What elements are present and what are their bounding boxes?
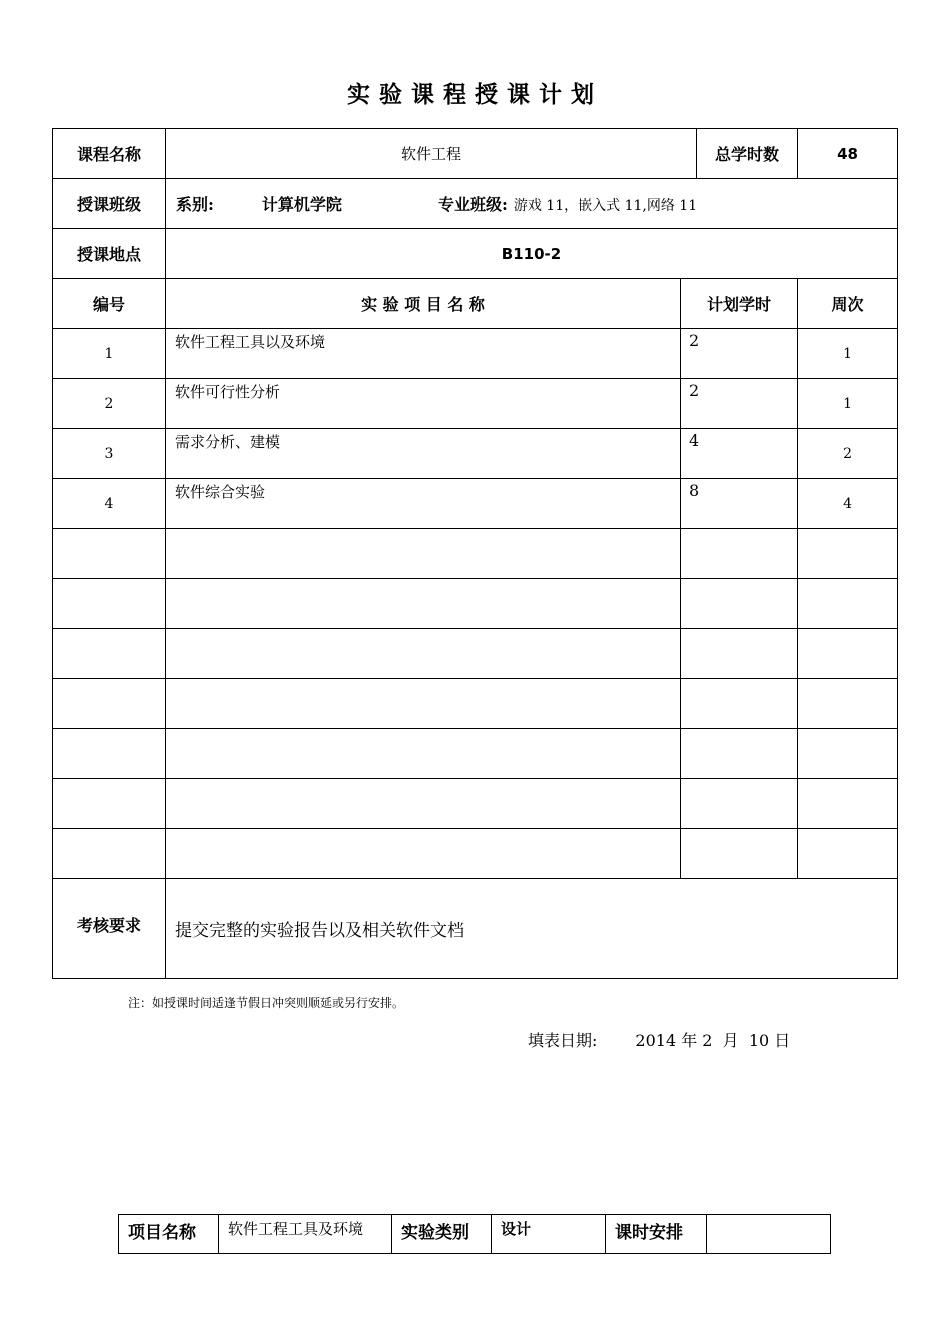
row-name bbox=[166, 629, 681, 679]
row-week bbox=[798, 729, 898, 779]
row-no: 3 bbox=[53, 429, 166, 479]
row-name: 软件工程工具以及环境 bbox=[166, 329, 681, 379]
total-hours-value: 48 bbox=[798, 129, 898, 179]
row-week: 2 bbox=[798, 429, 898, 479]
row-hours bbox=[681, 729, 798, 779]
course-row bbox=[53, 129, 898, 179]
row-hours bbox=[681, 579, 798, 629]
row-hours bbox=[681, 829, 798, 879]
row-hours: 4 bbox=[681, 429, 798, 479]
row-week bbox=[798, 679, 898, 729]
table-row bbox=[53, 579, 898, 629]
row-no bbox=[53, 829, 166, 879]
assessment-value: 提交完整的实验报告以及相关软件文档 bbox=[166, 879, 898, 979]
plan-table bbox=[52, 128, 898, 979]
major-value: 游戏 11，嵌入式 11,网络 11 bbox=[513, 198, 698, 214]
assessment-row bbox=[53, 879, 898, 979]
row-no bbox=[53, 729, 166, 779]
location-value: B110-2 bbox=[166, 229, 898, 279]
row-hours: 2 bbox=[681, 329, 798, 379]
project-schedule-label: 课时安排 bbox=[606, 1215, 707, 1254]
experiment-rows bbox=[53, 329, 898, 879]
row-name: 需求分析、建模 bbox=[166, 429, 681, 479]
row-no: 4 bbox=[53, 479, 166, 529]
row-week: 1 bbox=[798, 329, 898, 379]
row-week: 4 bbox=[798, 479, 898, 529]
fill-date bbox=[528, 1028, 790, 1051]
table-row bbox=[53, 829, 898, 879]
row-week bbox=[798, 829, 898, 879]
project-name-label: 项目名称 bbox=[119, 1215, 219, 1254]
project-row bbox=[119, 1215, 831, 1254]
row-name: 软件可行性分析 bbox=[166, 379, 681, 429]
row-hours bbox=[681, 629, 798, 679]
location-row bbox=[53, 229, 898, 279]
col-no-header: 编号 bbox=[53, 279, 166, 329]
row-no bbox=[53, 579, 166, 629]
class-info bbox=[166, 179, 898, 229]
table-row bbox=[53, 529, 898, 579]
location-label: 授课地点 bbox=[53, 229, 166, 279]
dept-label: 系别: bbox=[176, 195, 214, 214]
row-week bbox=[798, 629, 898, 679]
row-no bbox=[53, 629, 166, 679]
project-schedule-value bbox=[707, 1215, 831, 1254]
row-week bbox=[798, 579, 898, 629]
row-no: 2 bbox=[53, 379, 166, 429]
table-row bbox=[53, 429, 898, 479]
row-name bbox=[166, 779, 681, 829]
table-row bbox=[53, 329, 898, 379]
row-name bbox=[166, 829, 681, 879]
table-row bbox=[53, 379, 898, 429]
assessment-label: 考核要求 bbox=[53, 879, 166, 979]
project-type-value: 设计 bbox=[492, 1215, 606, 1254]
table-row bbox=[53, 779, 898, 829]
col-week-header: 周次 bbox=[798, 279, 898, 329]
class-row bbox=[53, 179, 898, 229]
row-hours bbox=[681, 679, 798, 729]
col-name-header: 实 验 项 目 名 称 bbox=[166, 279, 681, 329]
row-no bbox=[53, 679, 166, 729]
row-hours: 2 bbox=[681, 379, 798, 429]
table-row bbox=[53, 729, 898, 779]
row-name bbox=[166, 579, 681, 629]
major-label: 专业班级: bbox=[437, 195, 508, 214]
table-row bbox=[53, 629, 898, 679]
project-type-label: 实验类别 bbox=[392, 1215, 492, 1254]
dept-value: 计算机学院 bbox=[261, 195, 342, 214]
footnote: 注：如授课时间适逢节假日冲突则顺延或另行安排。 bbox=[128, 996, 405, 1010]
row-hours bbox=[681, 529, 798, 579]
row-week: 1 bbox=[798, 379, 898, 429]
table-row bbox=[53, 479, 898, 529]
project-table bbox=[118, 1214, 831, 1254]
column-header-row bbox=[53, 279, 898, 329]
row-no bbox=[53, 779, 166, 829]
document-title: 实验课程授课计划 bbox=[347, 81, 603, 108]
row-name bbox=[166, 729, 681, 779]
row-name bbox=[166, 679, 681, 729]
fill-date-label: 填表日期: bbox=[528, 1031, 598, 1050]
project-name-value: 软件工程工具及环境 bbox=[219, 1215, 392, 1254]
row-no bbox=[53, 529, 166, 579]
row-week bbox=[798, 529, 898, 579]
row-name: 软件综合实验 bbox=[166, 479, 681, 529]
course-label: 课程名称 bbox=[53, 129, 166, 179]
col-hours-header: 计划学时 bbox=[681, 279, 798, 329]
table-row bbox=[53, 679, 898, 729]
class-label: 授课班级 bbox=[53, 179, 166, 229]
row-week bbox=[798, 779, 898, 829]
total-hours-label: 总学时数 bbox=[697, 129, 798, 179]
row-no: 1 bbox=[53, 329, 166, 379]
row-hours: 8 bbox=[681, 479, 798, 529]
fill-date-value: 2014 年 2 月 10 日 bbox=[635, 1031, 791, 1050]
row-hours bbox=[681, 779, 798, 829]
row-name bbox=[166, 529, 681, 579]
course-value: 软件工程 bbox=[166, 129, 697, 179]
